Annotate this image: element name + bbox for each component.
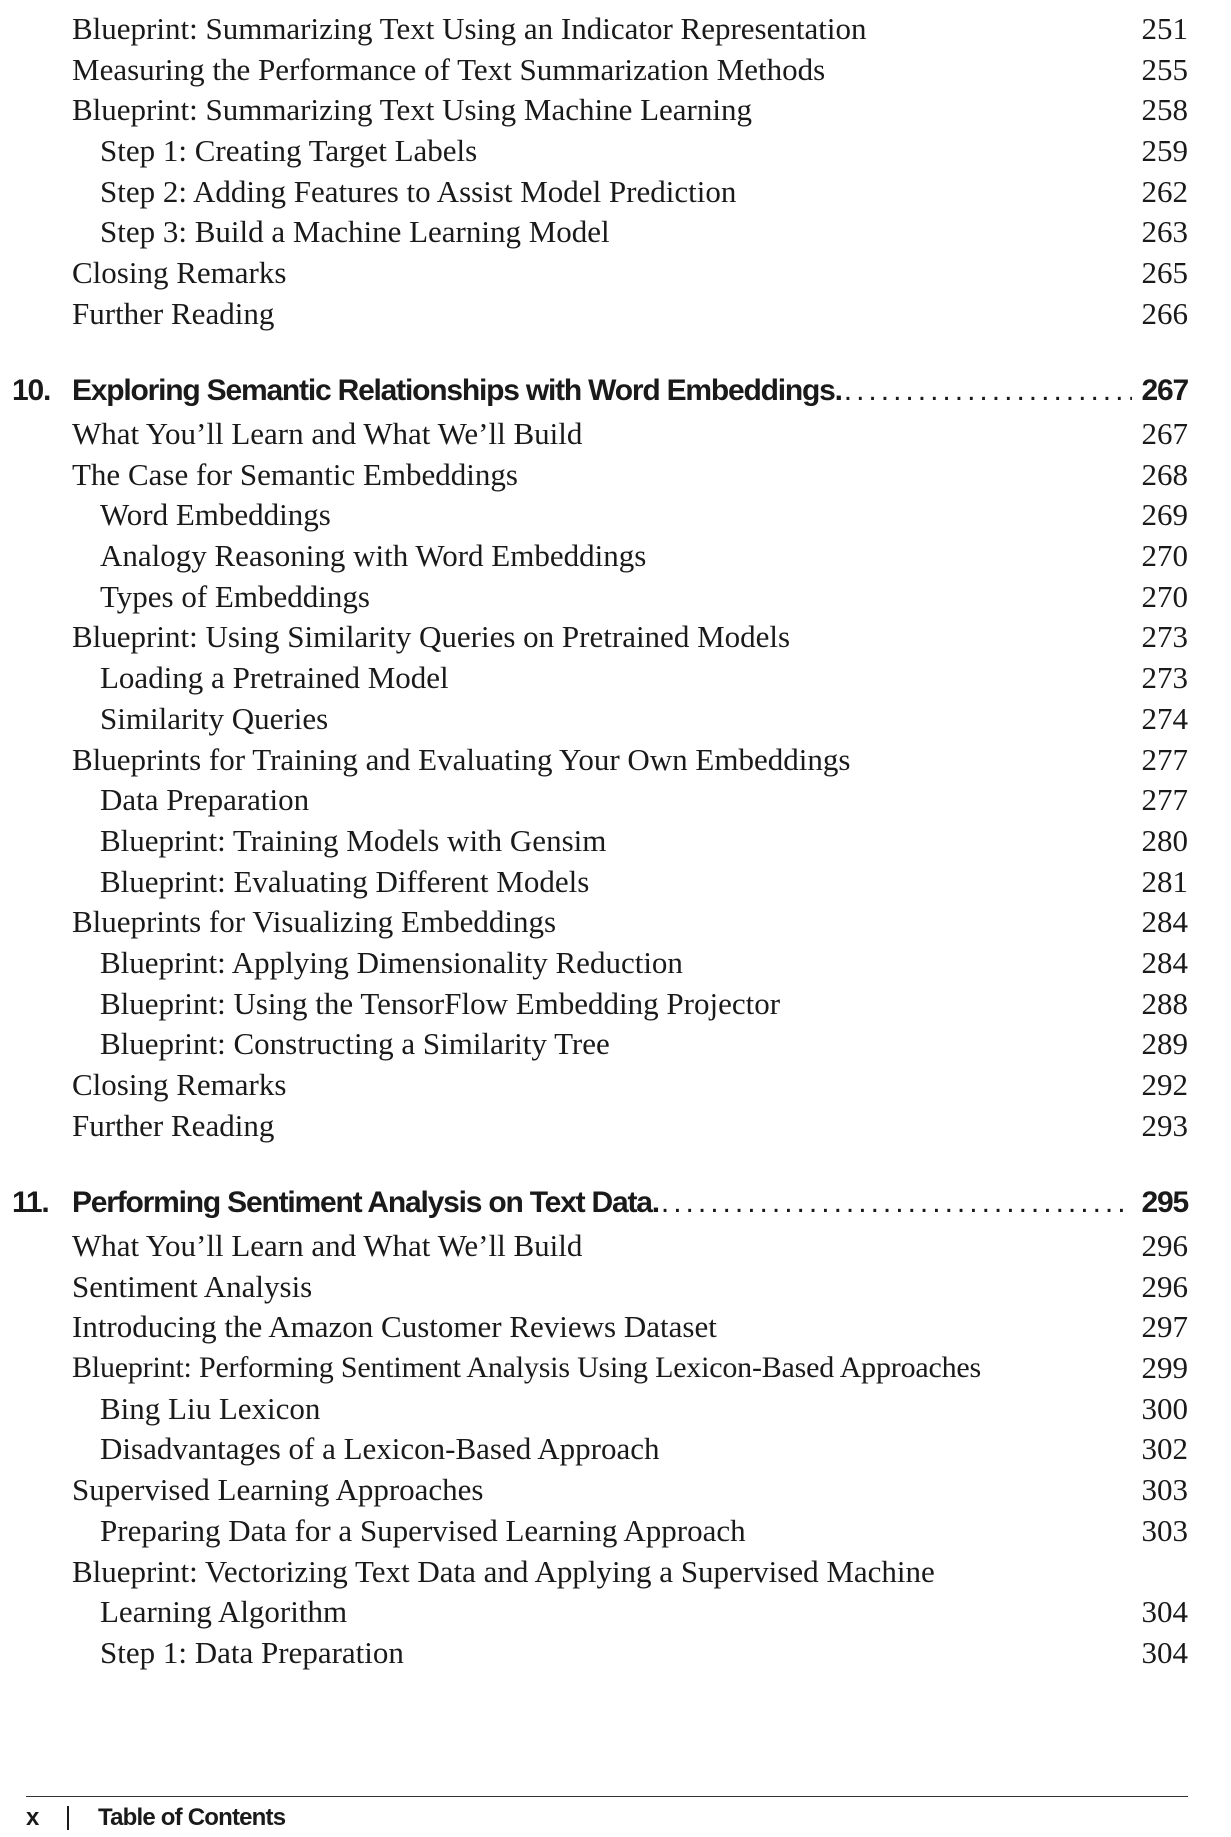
footer-rule: [26, 1796, 1188, 1797]
toc-section-chapter-9-continued: [0, 9, 1231, 335]
entry-title: Blueprint: Using Similarity Queries on Pretrained Models: [72, 619, 791, 655]
entry-title: Blueprints for Training and Evaluating Your Own Embeddings: [72, 741, 851, 777]
entry-page-number: 259: [1141, 133, 1188, 169]
entry-title: Blueprint: Performing Sentiment Analysis Using Lexicon-Based Approaches: [72, 1351, 981, 1385]
toc-subentry[interactable]: [0, 821, 1231, 862]
entry-title: Further Reading: [72, 1107, 275, 1143]
toc-subentry[interactable]: [0, 1429, 1231, 1470]
entry-title: The Case for Semantic Embeddings: [72, 456, 518, 492]
entry-page-number: 277: [1141, 782, 1188, 818]
entry-title: Measuring the Performance of Text Summarization Methods: [72, 51, 826, 87]
entry-page-number: 267: [1141, 416, 1188, 451]
entry-title: Blueprint: Summarizing Text Using an Indicator Representation: [72, 11, 867, 46]
chapter-heading[interactable]: [0, 1180, 1231, 1226]
entry-title: Types of Embeddings: [100, 578, 370, 614]
toc-entry[interactable]: [0, 50, 1231, 91]
entry-title: Blueprint: Using the TensorFlow Embedding Projector: [100, 985, 781, 1021]
entry-title: Data Preparation: [100, 782, 310, 818]
entry-title: Disadvantages of a Lexicon-Based Approach: [100, 1431, 660, 1467]
entry-page-number: 296: [1141, 1268, 1188, 1304]
toc-subentry[interactable]: [0, 658, 1231, 699]
toc-subentry[interactable]: [0, 943, 1231, 984]
toc-entry[interactable]: [0, 1552, 1231, 1593]
entry-title: Blueprint: Training Models with Gensim: [100, 822, 607, 858]
toc-entry[interactable]: [0, 1106, 1231, 1147]
entry-page-number: 262: [1141, 173, 1188, 209]
entry-page-number: 303: [1141, 1472, 1188, 1508]
entry-page-number: 258: [1141, 92, 1188, 128]
dot-leader: [661, 1180, 1132, 1226]
entry-title: Further Reading: [72, 295, 275, 331]
toc-subentry[interactable]: [0, 495, 1231, 536]
toc-entry[interactable]: [0, 1226, 1231, 1267]
toc-subentry[interactable]: [0, 577, 1231, 618]
toc-subentry[interactable]: [0, 1633, 1231, 1674]
toc-entry[interactable]: [0, 253, 1231, 294]
entry-title: What You’ll Learn and What We’ll Build: [72, 1228, 583, 1263]
entry-page-number: 304: [1141, 1634, 1188, 1670]
toc-subentry[interactable]: [0, 1389, 1231, 1430]
entry-title: Preparing Data for a Supervised Learning Approach: [100, 1512, 746, 1548]
entry-title: Step 2: Adding Features to Assist Model Prediction: [100, 173, 737, 209]
toc-subentry[interactable]: [0, 1511, 1231, 1552]
entry-page-number: 277: [1141, 741, 1188, 777]
toc-entry[interactable]: [0, 414, 1231, 455]
chapter-number: 11.: [12, 1186, 49, 1219]
entry-page-number: 273: [1141, 660, 1188, 696]
entry-page-number: 284: [1141, 904, 1188, 940]
toc-subentry[interactable]: [0, 1024, 1231, 1065]
toc-subentry[interactable]: [0, 212, 1231, 253]
entry-page-number: 273: [1141, 619, 1188, 655]
toc-subentry[interactable]: [0, 172, 1231, 213]
entry-title: Loading a Pretrained Model: [100, 660, 449, 696]
entry-page-number: 274: [1141, 700, 1188, 736]
entry-page-number: 255: [1141, 51, 1188, 87]
toc-subentry[interactable]: [0, 1592, 1231, 1633]
chapter-page-number: 295: [1141, 1186, 1188, 1219]
entry-title: Closing Remarks: [72, 1067, 287, 1102]
entry-title: Closing Remarks: [72, 255, 287, 291]
entry-page-number: 280: [1141, 822, 1188, 858]
entry-title: Blueprint: Evaluating Different Models: [100, 863, 590, 899]
entry-page-number: 299: [1141, 1350, 1188, 1386]
entry-page-number: 300: [1141, 1390, 1188, 1426]
toc-entry[interactable]: [0, 294, 1231, 335]
entry-page-number: 293: [1141, 1107, 1188, 1143]
chapter-number: 10.: [12, 374, 51, 407]
page-footer: [0, 1804, 1231, 1832]
footer-page-number: x: [26, 1804, 39, 1831]
entry-page-number: 270: [1141, 538, 1188, 574]
toc-subentry[interactable]: [0, 536, 1231, 577]
entry-page-number: 268: [1141, 456, 1188, 492]
toc-entry[interactable]: [0, 1065, 1231, 1106]
toc-section-chapter-10: [0, 368, 1231, 1146]
entry-title: Step 3: Build a Machine Learning Model: [100, 214, 610, 250]
entry-title: Sentiment Analysis: [72, 1268, 313, 1304]
entry-title: Word Embeddings: [100, 497, 331, 533]
entry-title: Learning Algorithm: [100, 1594, 348, 1630]
entry-page-number: 297: [1141, 1309, 1188, 1345]
entry-title: Blueprint: Applying Dimensionality Reduction: [100, 944, 683, 980]
chapter-title: Exploring Semantic Relationships with Word Embeddings.: [72, 374, 842, 407]
toc-entry[interactable]: [0, 902, 1231, 943]
toc-entry[interactable]: [0, 617, 1231, 658]
entry-page-number: 281: [1141, 863, 1188, 899]
toc-entry[interactable]: [0, 9, 1231, 50]
dot-leader: [844, 368, 1132, 414]
entry-title: Introducing the Amazon Customer Reviews Dataset: [72, 1309, 717, 1345]
entry-page-number: 263: [1141, 214, 1188, 250]
entry-page-number: 270: [1141, 578, 1188, 614]
chapter-heading[interactable]: [0, 368, 1231, 414]
entry-page-number: 289: [1141, 1026, 1188, 1062]
entry-title: Step 1: Creating Target Labels: [100, 133, 478, 169]
entry-page-number: 284: [1141, 944, 1188, 980]
entry-title: Blueprint: Vectorizing Text Data and Applying a Supervised Machine: [72, 1553, 935, 1589]
entry-page-number: 251: [1141, 11, 1188, 46]
toc-entry[interactable]: [0, 455, 1231, 496]
entry-page-number: 266: [1141, 295, 1188, 331]
toc-subentry[interactable]: [0, 780, 1231, 821]
toc-section-chapter-11: [0, 1180, 1231, 1674]
entry-page-number: 296: [1141, 1228, 1188, 1263]
footer-separator: [67, 1806, 69, 1830]
chapter-title: Performing Sentiment Analysis on Text Data.: [72, 1186, 659, 1219]
toc-subentry[interactable]: [0, 131, 1231, 172]
entry-page-number: 269: [1141, 497, 1188, 533]
toc-entry[interactable]: [0, 90, 1231, 131]
entry-title: Analogy Reasoning with Word Embeddings: [100, 538, 647, 574]
entry-page-number: 302: [1141, 1431, 1188, 1467]
toc-entry[interactable]: [0, 1307, 1231, 1348]
entry-page-number: 265: [1141, 255, 1188, 291]
entry-page-number: 292: [1141, 1067, 1188, 1102]
toc-subentry[interactable]: [0, 984, 1231, 1025]
entry-title: Blueprint: Summarizing Text Using Machine Learning: [72, 92, 752, 128]
entry-title: Blueprint: Constructing a Similarity Tree: [100, 1026, 610, 1062]
toc-subentry[interactable]: [0, 862, 1231, 903]
entry-page-number: 288: [1141, 985, 1188, 1021]
toc-entry[interactable]: [0, 740, 1231, 781]
footer-running-title: Table of Contents: [98, 1804, 286, 1831]
toc-subentry[interactable]: [0, 699, 1231, 740]
entry-page-number: 303: [1141, 1512, 1188, 1548]
chapter-page-number: 267: [1141, 374, 1188, 407]
entry-title: What You’ll Learn and What We’ll Build: [72, 416, 583, 451]
toc-entry[interactable]: [0, 1267, 1231, 1308]
entry-title: Supervised Learning Approaches: [72, 1472, 484, 1508]
toc-entry[interactable]: [0, 1348, 1231, 1389]
entry-title: Bing Liu Lexicon: [100, 1390, 321, 1426]
entry-page-number: 304: [1141, 1594, 1188, 1630]
toc-entry[interactable]: [0, 1470, 1231, 1511]
entry-title: Step 1: Data Preparation: [100, 1634, 404, 1670]
entry-title: Similarity Queries: [100, 700, 329, 736]
entry-title: Blueprints for Visualizing Embeddings: [72, 904, 557, 940]
